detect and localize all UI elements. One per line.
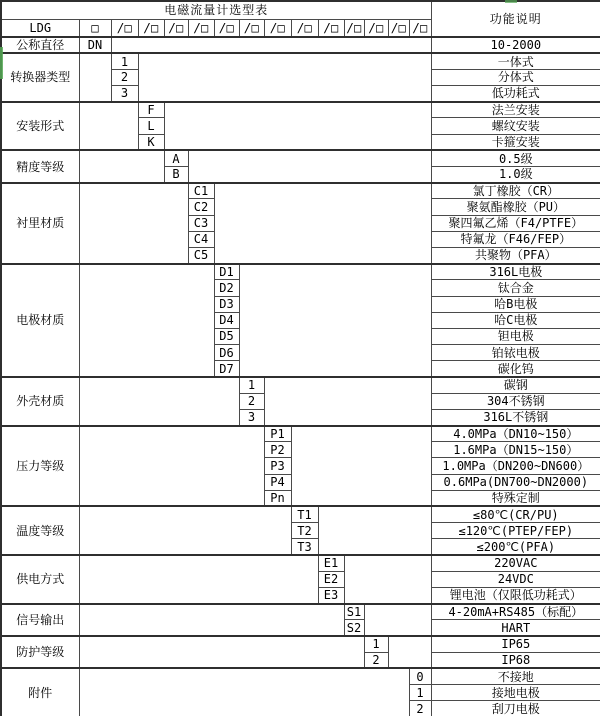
option-desc: 哈C电极: [431, 312, 600, 328]
option-desc: 4-20mA+RS485（标配）: [431, 604, 600, 620]
model-slot: /□: [388, 19, 409, 37]
group-label: 附件: [1, 668, 79, 716]
option-code: K: [138, 134, 164, 150]
filler-cell: [79, 636, 364, 668]
option-desc: 接地电极: [431, 685, 600, 701]
option-code: Pn: [264, 490, 291, 506]
filler-cell: [79, 264, 214, 377]
option-code: C3: [188, 215, 214, 231]
option-desc: 304不锈钢: [431, 393, 600, 409]
filler-cell: [164, 102, 431, 151]
option-code: T1: [291, 506, 318, 522]
option-code: E1: [318, 555, 344, 571]
filler-cell: [388, 636, 431, 668]
option-desc: 铂铱电极: [431, 345, 600, 361]
option-desc: 哈B电极: [431, 296, 600, 312]
filler-cell: [188, 150, 431, 182]
option-code: T2: [291, 523, 318, 539]
option-desc: 聚氨酯橡胶（PU）: [431, 199, 600, 215]
model-slot: /□: [164, 19, 188, 37]
model-slot: /□: [111, 19, 138, 37]
option-code: D4: [214, 312, 239, 328]
model-slot: /□: [344, 19, 364, 37]
option-code: 1: [239, 377, 264, 393]
model-slot: /□: [318, 19, 344, 37]
option-desc: 316L不锈钢: [431, 409, 600, 425]
filler-cell: [214, 183, 431, 264]
filler-cell: [318, 506, 431, 555]
option-desc: IP68: [431, 652, 600, 668]
option-desc: 特殊定制: [431, 490, 600, 506]
option-code: 2: [239, 393, 264, 409]
model-slot: /□: [214, 19, 239, 37]
option-desc: 钛合金: [431, 280, 600, 296]
group-label: 信号输出: [1, 604, 79, 636]
option-code: C2: [188, 199, 214, 215]
filler-cell: [138, 53, 431, 102]
option-code: P3: [264, 458, 291, 474]
option-desc: 共聚物（PFA）: [431, 247, 600, 263]
group-label: 防护等级: [1, 636, 79, 668]
option-code: C4: [188, 231, 214, 247]
option-desc: 螺纹安装: [431, 118, 600, 134]
option-desc: 低功耗式: [431, 86, 600, 102]
option-code: A: [164, 150, 188, 166]
model-prefix: LDG: [1, 19, 79, 37]
option-code: 2: [409, 701, 431, 716]
filler-cell: [79, 377, 239, 426]
option-code: D1: [214, 264, 239, 280]
model-slot: /□: [364, 19, 388, 37]
group-label: 衬里材质: [1, 183, 79, 264]
option-desc: HART: [431, 620, 600, 636]
option-desc: 一体式: [431, 53, 600, 69]
option-desc: 10-2000: [431, 37, 600, 53]
filler-cell: [79, 506, 291, 555]
option-code: E2: [318, 571, 344, 587]
option-desc: 316L电极: [431, 264, 600, 280]
model-slot: /□: [188, 19, 214, 37]
option-code: T3: [291, 539, 318, 555]
option-desc: 分体式: [431, 69, 600, 85]
group-label: 压力等级: [1, 426, 79, 507]
group-label: 安装形式: [1, 102, 79, 151]
filler-cell: [239, 264, 431, 377]
model-first-box: □: [79, 19, 111, 37]
option-code: L: [138, 118, 164, 134]
group-label: 外壳材质: [1, 377, 79, 426]
option-code: D7: [214, 361, 239, 377]
group-label: 供电方式: [1, 555, 79, 604]
option-code: P4: [264, 474, 291, 490]
option-desc: IP65: [431, 636, 600, 652]
option-desc: 卡箍安装: [431, 134, 600, 150]
option-desc: 不接地: [431, 668, 600, 684]
option-code: 0: [409, 668, 431, 684]
option-code: D6: [214, 345, 239, 361]
model-slot: /□: [264, 19, 291, 37]
option-code: 3: [239, 409, 264, 425]
option-desc: 24VDC: [431, 571, 600, 587]
option-code: F: [138, 102, 164, 118]
model-slot: /□: [291, 19, 318, 37]
option-desc: 4.0MPa（DN10~150）: [431, 426, 600, 442]
filler-cell: [79, 426, 264, 507]
option-code: D3: [214, 296, 239, 312]
option-desc: ≤200℃(PFA): [431, 539, 600, 555]
filler-cell: [79, 150, 164, 182]
group-label: 转换器类型: [1, 53, 79, 102]
function-header: 功能说明: [431, 1, 600, 37]
option-desc: 1.0MPa（DN200~DN600）: [431, 458, 600, 474]
option-code: 1: [111, 53, 138, 69]
filler-cell: [364, 604, 431, 636]
filler-cell: [79, 102, 138, 151]
model-slot: /□: [138, 19, 164, 37]
group-label: 温度等级: [1, 506, 79, 555]
option-desc: 聚四氟乙烯（F4/PTFE）: [431, 215, 600, 231]
filler-cell: [291, 426, 431, 507]
option-desc: 1.6MPa（DN15~150）: [431, 442, 600, 458]
option-code: S1: [344, 604, 364, 620]
model-slot: /□: [239, 19, 264, 37]
option-desc: 220VAC: [431, 555, 600, 571]
option-code: D5: [214, 328, 239, 344]
option-code: P1: [264, 426, 291, 442]
dn-code-cell: DN: [79, 37, 111, 53]
filler-cell: [79, 668, 409, 716]
option-code: 2: [111, 69, 138, 85]
filler-cell: [79, 53, 111, 102]
option-code: C1: [188, 183, 214, 199]
option-code: S2: [344, 620, 364, 636]
option-code: 3: [111, 86, 138, 102]
option-code: C5: [188, 247, 214, 263]
option-desc: 0.6MPa(DN700~DN2000): [431, 474, 600, 490]
option-code: P2: [264, 442, 291, 458]
option-desc: 1.0级: [431, 167, 600, 183]
option-desc: ≤120℃(PTEP/FEP): [431, 523, 600, 539]
option-code: 1: [364, 636, 388, 652]
filler-cell: [344, 555, 431, 604]
option-desc: ≤80℃(CR/PU): [431, 506, 600, 522]
option-desc: 氯丁橡胶（CR）: [431, 183, 600, 199]
option-code: D2: [214, 280, 239, 296]
option-code: E3: [318, 587, 344, 603]
group-label: 精度等级: [1, 150, 79, 182]
option-desc: 刮刀电极: [431, 701, 600, 716]
option-desc: 碳化钨: [431, 361, 600, 377]
option-code: B: [164, 167, 188, 183]
group-label: 电极材质: [1, 264, 79, 377]
option-desc: 法兰安装: [431, 102, 600, 118]
option-desc: 特氟龙（F46/FEP）: [431, 231, 600, 247]
filler-cell: [79, 604, 344, 636]
option-desc: 锂电池（仅限低功耗式）: [431, 587, 600, 603]
table-title: 电磁流量计选型表: [1, 1, 431, 19]
option-desc: 0.5级: [431, 150, 600, 166]
filler-cell: [79, 183, 188, 264]
option-code: 2: [364, 652, 388, 668]
option-desc: 钽电极: [431, 328, 600, 344]
filler-cell: [79, 555, 318, 604]
option-code: 1: [409, 685, 431, 701]
filler-cell: [264, 377, 431, 426]
model-slot: /□: [409, 19, 431, 37]
filler-cell: [111, 37, 431, 53]
option-desc: 碳钢: [431, 377, 600, 393]
group-label: 公称直径: [1, 37, 79, 53]
